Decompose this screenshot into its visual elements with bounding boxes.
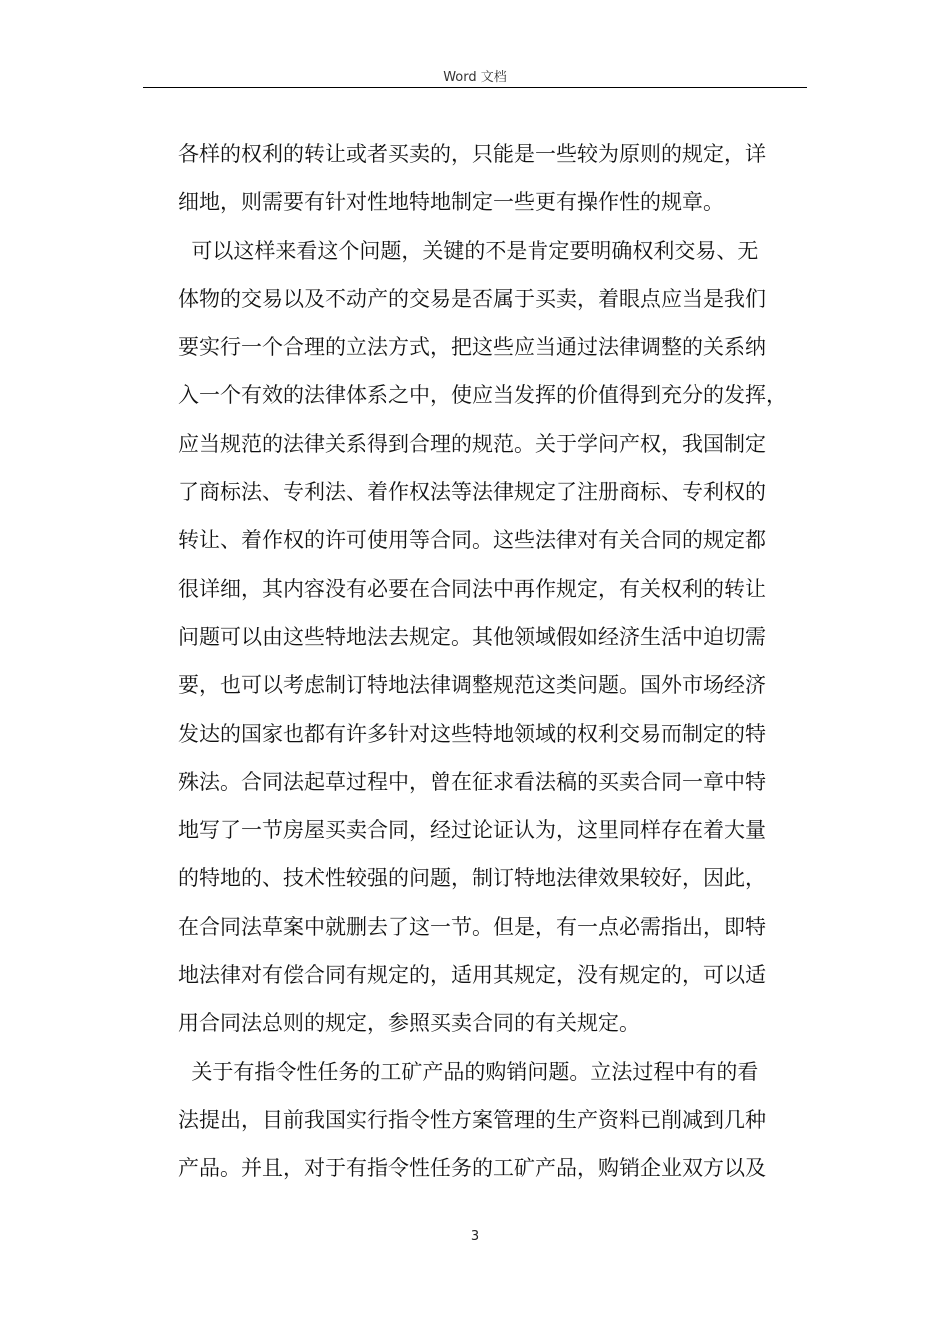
text-line: 要，也可以考虑制订特地法律调整规范这类问题。国外市场经济 bbox=[178, 673, 766, 698]
text-line: 关于有指令性任务的工矿产品的购销问题。立法过程中有的看 bbox=[178, 1059, 759, 1084]
text-line: 很详细，其内容没有必要在合同法中再作规定，有关权利的转让 bbox=[178, 576, 766, 601]
text-line: 地写了一节房屋买卖合同，经过论证认为，这里同样存在着大量 bbox=[178, 818, 766, 843]
header-divider bbox=[143, 87, 807, 88]
text-line: 体物的交易以及不动产的交易是否属于买卖，着眼点应当是我们 bbox=[178, 286, 766, 311]
text-line: 要实行一个合理的立法方式，把这些应当通过法律调整的关系纳 bbox=[178, 335, 766, 360]
text-line: 在合同法草案中就删去了这一节。但是，有一点必需指出，即特 bbox=[178, 914, 766, 939]
document-body bbox=[178, 130, 808, 1193]
text-line: 入一个有效的法律体系之中，使应当发挥的价值得到充分的发挥， bbox=[178, 383, 787, 408]
text-line: 产品。并且，对于有指令性任务的工矿产品，购销企业双方以及 bbox=[178, 1156, 766, 1181]
text-line: 地法律对有偿合同有规定的，适用其规定，没有规定的，可以适 bbox=[178, 963, 766, 988]
text-line: 用合同法总则的规定，参照买卖合同的有关规定。 bbox=[178, 1011, 640, 1036]
text-line: 法提出，目前我国实行指令性方案管理的生产资料已削减到几种 bbox=[178, 1107, 766, 1132]
text-line: 细地，则需要有针对性地特地制定一些更有操作性的规章。 bbox=[178, 190, 724, 215]
text-line: 的特地的、技术性较强的问题，制订特地法律效果较好，因此， bbox=[178, 866, 766, 891]
page-number: 3 bbox=[470, 1229, 480, 1244]
page-header-title: Word 文档 bbox=[443, 70, 507, 85]
text-line: 应当规范的法律关系得到合理的规范。关于学问产权，我国制定 bbox=[178, 431, 766, 456]
text-line: 转让、着作权的许可使用等合同。这些法律对有关合同的规定都 bbox=[178, 528, 766, 553]
text-line: 各样的权利的转让或者买卖的，只能是一些较为原则的规定，详 bbox=[178, 142, 766, 166]
text-line: 可以这样来看这个问题，关键的不是肯定要明确权利交易、无 bbox=[178, 238, 759, 263]
text-line: 发达的国家也都有许多针对这些特地领域的权利交易而制定的特 bbox=[178, 721, 766, 746]
text-line: 了商标法、专利法、着作权法等法律规定了注册商标、专利权的 bbox=[178, 480, 766, 505]
text-line: 殊法。合同法起草过程中，曾在征求看法稿的买卖合同一章中特 bbox=[178, 769, 766, 794]
text-line: 问题可以由这些特地法去规定。其他领域假如经济生活中迫切需 bbox=[178, 624, 766, 649]
